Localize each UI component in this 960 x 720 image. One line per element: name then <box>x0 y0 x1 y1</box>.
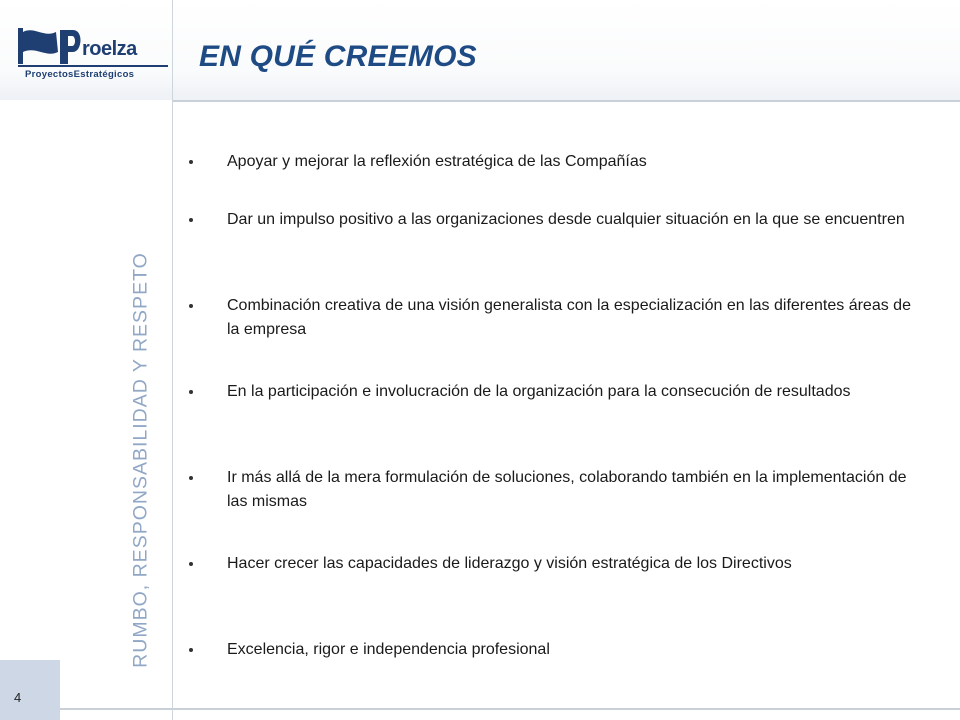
list-item-text: Combinación creativa de una visión generalista con la especialización en las diferentes áreas de la empresa <box>227 297 911 338</box>
list-item-text: En la participación e involucración de la organización para la consecución de resultados <box>227 383 851 400</box>
list-item <box>186 294 926 342</box>
proelza-logo <box>10 24 170 84</box>
bullet-dot-icon <box>189 218 193 222</box>
logo-tagline: ProyectosEstratégicos <box>25 69 135 80</box>
header-divider <box>172 100 960 102</box>
vertical-slogan: RUMBO, RESPONSABILIDAD Y RESPETO <box>129 252 152 668</box>
list-item <box>186 638 550 662</box>
list-item <box>186 380 851 404</box>
logo-wordmark: roelza <box>82 38 137 60</box>
list-item-text: Dar un impulso positivo a las organizaciones desde cualquier situación en la que se encuentren <box>227 211 905 228</box>
bullet-dot-icon <box>189 476 193 480</box>
page-number-box <box>0 660 60 720</box>
footer-divider <box>60 708 960 710</box>
list-item <box>186 552 792 576</box>
list-item <box>186 150 647 174</box>
bullet-dot-icon <box>189 562 193 566</box>
list-item-text: Ir más allá de la mera formulación de soluciones, colaborando también en la implementación de las mismas <box>227 469 907 510</box>
list-item <box>186 466 926 514</box>
bullet-dot-icon <box>189 648 193 652</box>
page-title: EN QUÉ CREEMOS <box>199 40 477 73</box>
list-item <box>186 208 905 232</box>
list-item-text: Apoyar y mejorar la reflexión estratégica de las Compañías <box>227 153 647 170</box>
bullet-dot-icon <box>189 304 193 308</box>
bullet-dot-icon <box>189 390 193 394</box>
list-item-text: Hacer crecer las capacidades de liderazgo y visión estratégica de los Directivos <box>227 555 792 572</box>
bullet-dot-icon <box>189 160 193 164</box>
page-number: 4 <box>14 690 22 705</box>
sidebar-divider <box>172 0 173 720</box>
list-item-text: Excelencia, rigor e independencia profesional <box>227 641 550 658</box>
